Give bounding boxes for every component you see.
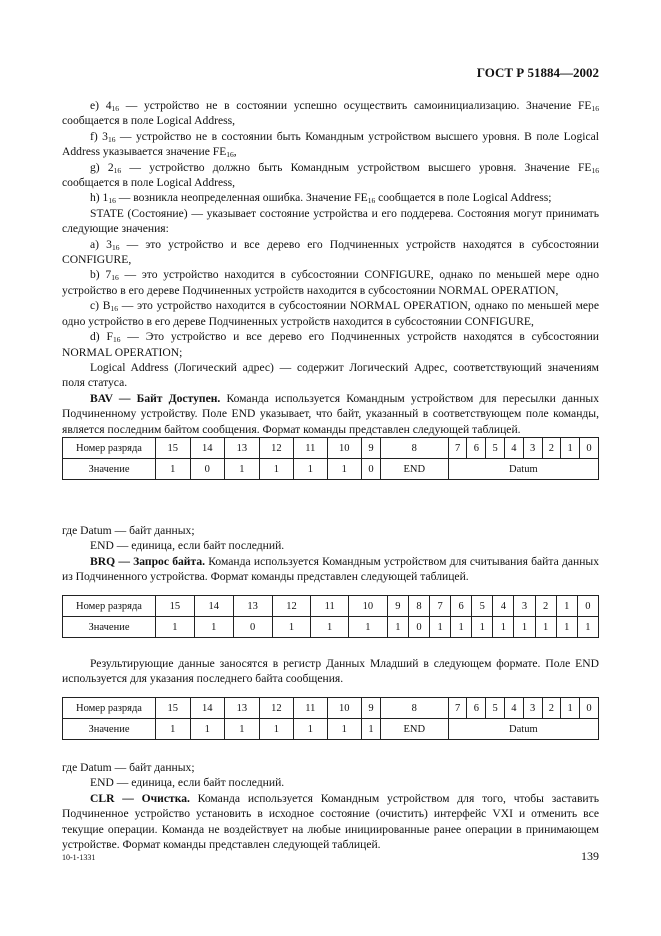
result-table [62,697,599,740]
bav-paragraph: BAV — Байт Доступен. Команда используется Командным устройством для пересылки данных Подчиненному устройству. Поле END указывает, что байт, указанный в соответствующем поле команды, является последним байтом сообщения. Формат команды представлен следующей таблицей. [62,391,599,436]
item-h: h) $1_{16}$ — возникла неопределенная ошибка. Значение $FE_{16}$ сообщается в поле Logical Address; [90,191,552,206]
bit-number-row: Номер разряда 15 14 13 12 11 10 9 8 7 6 5 4 3 2 1 0 [63,438,599,459]
body-text-middle [62,523,599,585]
brq-paragraph: BRQ — Запрос байта. Команда используется Командным устройством для считывания байта данных из Подчиненного устройства. Формат команды представлен следующей таблицей. [62,554,599,584]
end-definition: END — единица, если байт последний. [90,776,285,790]
row-label: Значение [63,719,156,740]
body-text-top [62,98,599,437]
value-row: Значение 1 1 1 1 1 1 1 END Datum [63,719,599,740]
result-paragraph-block [62,656,599,687]
value-row: Значение 1 0 1 1 1 1 0 END Datum [63,459,599,480]
value-row: Значение 1 1 0 1 1 1 1 0 1 1 1 1 1 1 1 1 [63,617,599,638]
row-label: Значение [63,459,156,480]
row-label: Номер разряда [63,438,156,459]
item-e: e) $4_{16}$ — устройство не в состоянии успешно осуществить самоинициализацию. Значение $FE_{16}$ сообщается в поле Logical Address, [62,99,599,128]
result-paragraph: Результирующие данные заносятся в регистр Данных Младший в следующем формате. Поле END используется для указания последнего байта сообщения. [62,657,599,686]
item-g: g) $2_{16}$ — устройство должно быть Командным устройством высшего уровня. Значение $FE_{16}$ сообщается в поле Logical Address, [62,160,599,190]
end-definition: END — единица, если байт последний. [90,539,285,553]
clr-paragraph: CLR — Очистка. Команда используется Командным устройством для того, чтобы заставить Подчиненное устройство установить в исходное состояние (очистить) интерфейс VXI и отменить все текущие операции. Команда не воздействует на любые инициированные ранее операции в принимающем устройстве. Формат команды представлен следующей таблицей. [62,791,599,852]
standard-header: ГОСТ Р 51884—2002 [476,65,599,80]
logical-address-paragraph: Logical Address (Логический адрес) — содержит Логический Адрес, соответствующий значениям поля статуса. [62,360,599,390]
item-c: c) $B_{16}$ — это устройство находится в субсостоянии NORMAL OPERATION, однако по меньшей мере одно устройство в его дереве Подчиненных устройств находится в субсостоянии CONFIGURE, [62,299,600,328]
page-number: 139 [581,849,599,863]
bit-number-row: Номер разряда 15 14 13 12 11 10 9 8 7 6 5 4 3 2 1 0 [63,596,599,617]
row-label: Значение [63,617,156,638]
item-f: f) $3_{16}$ — устройство не в состоянии быть Командным устройством высшего уровня. В поле Logical Address указывается значение $FE_{16}$, [62,129,599,160]
body-text-bottom [62,760,599,852]
item-d: d) $F_{16}$ — Это устройство и все дерево его Подчиненных устройств находятся в субсостоянии NORMAL OPERATION; [62,330,599,359]
state-paragraph: STATE (Состояние) — указывает состояние устройства и его поддерева. Состояния могут принимать следующие значения: [62,206,599,236]
where-datum: где Datum — байт данных; [62,761,195,774]
print-code: 10-1-1331 [62,853,96,862]
datum-cell: Datum [448,719,598,740]
row-label: Номер разряда [63,698,156,719]
bit-number-row: Номер разряда 15 14 13 12 11 10 9 8 7 6 5 4 3 2 1 0 [63,698,599,719]
datum-cell: Datum [448,459,598,480]
bav-table [62,437,599,480]
brq-table [62,595,599,638]
item-a: a) $3_{16}$ — это устройство и все дерево его Подчиненных устройств находятся в субсостоянии CONFIGURE, [62,237,600,267]
row-label: Номер разряда [63,596,156,617]
where-datum: где Datum — байт данных; [62,524,195,537]
item-b: b) $7_{16}$ — это устройство находится в субсостоянии CONFIGURE, однако по меньшей мере одно устройство в его дереве Подчиненных устройств находится в субсостоянии NORMAL OPERATION, [62,268,599,297]
